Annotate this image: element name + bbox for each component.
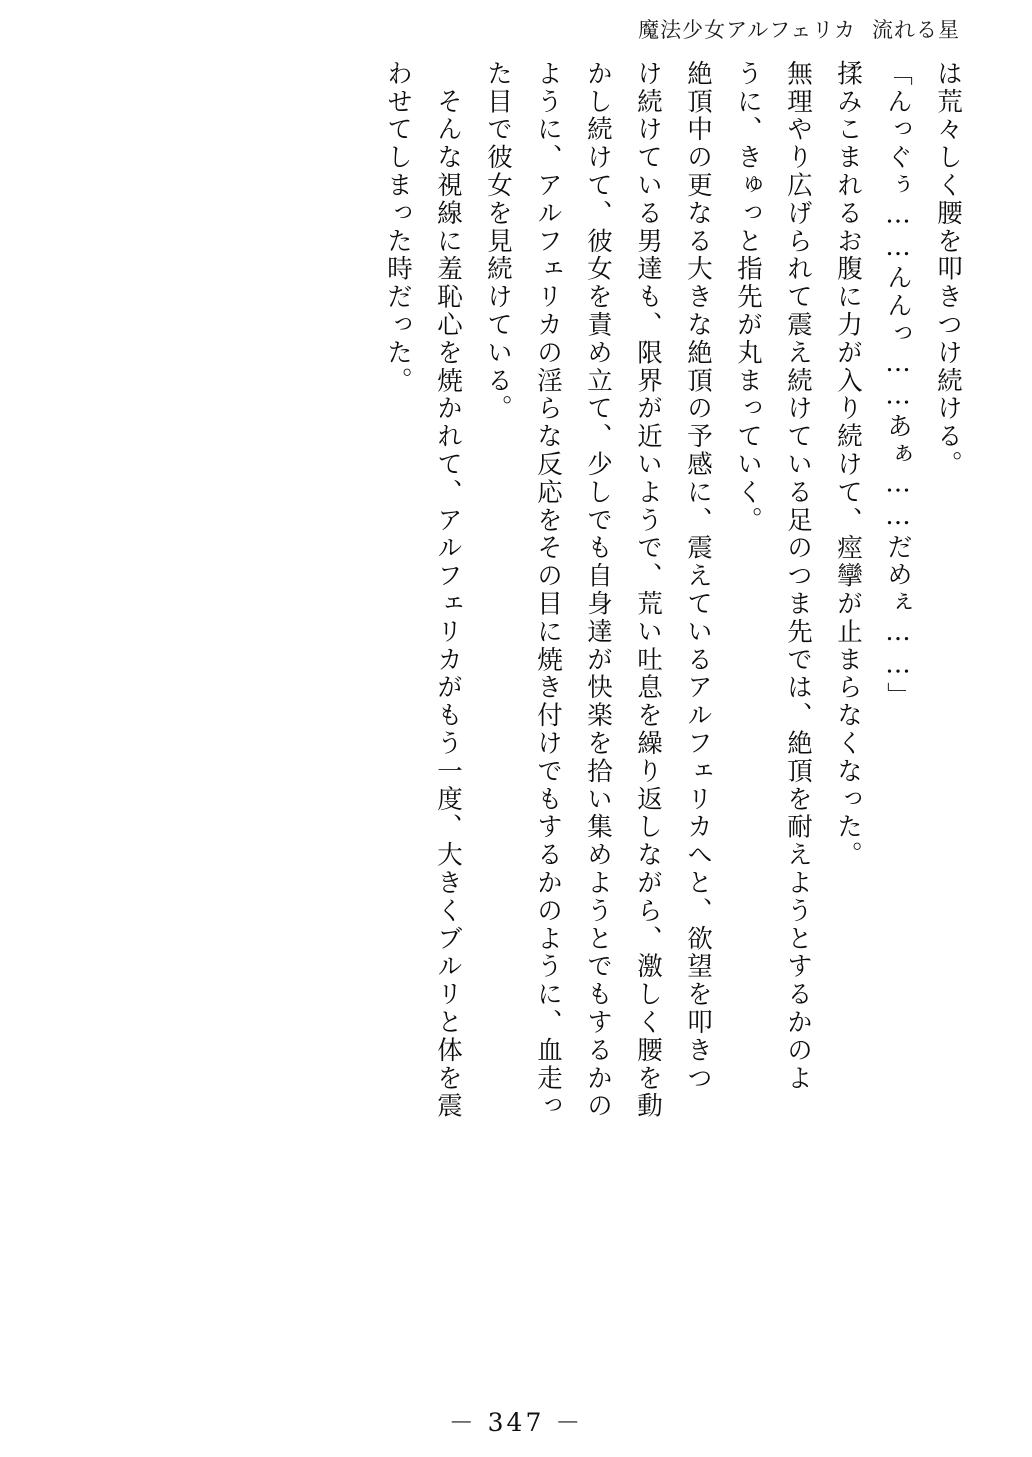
header-subtitle: 流れる星 — [872, 18, 960, 42]
text-line: 「んっぐぅ……んんっ……あぁ……だめぇ……」 — [883, 60, 913, 710]
text-line: ように、アルフェリカの淫らな反応をその目に焼き付けでもするかのように、血走っ — [533, 60, 563, 1121]
text-line: 無理やり広げられて震え続けている足のつま先では、絶頂を耐えようとするかのよ — [783, 60, 813, 1093]
text-line: け続けている男達も、限界が近いようで、荒い吐息を繰り返しながら、激しく腰を動 — [633, 60, 663, 1121]
text-line: た目で彼女を見続けている。 — [483, 60, 513, 423]
text-line: そんな視線に羞恥心を焼かれて、アルフェリカがもう一度、大きくブルリと体を震 — [433, 60, 463, 1121]
text-line: 絶頂中の更なる大きな絶頂の予感に、震えているアルフェリカへと、欲望を叩きつ — [683, 60, 713, 1093]
page-number: － 347 － — [448, 1408, 584, 1437]
header-title: 魔法少女アルフェリカ — [638, 18, 856, 42]
text-line: かし続けて、彼女を責め立て、少しでも自身達が快楽を拾い集めようとでもするかの — [583, 60, 613, 1121]
page-body — [72, 60, 963, 1370]
text-line: 揉みこまれるお腹に力が入り続けて、痙攣が止まらなくなった。 — [833, 60, 863, 870]
text-line: わせてしまった時だった。 — [383, 60, 413, 395]
text-line: は荒々しく腰を叩きつけ続ける。 — [933, 60, 963, 479]
text-line: うに、きゅっと指先が丸まっていく。 — [733, 60, 763, 535]
page-header — [638, 14, 960, 44]
